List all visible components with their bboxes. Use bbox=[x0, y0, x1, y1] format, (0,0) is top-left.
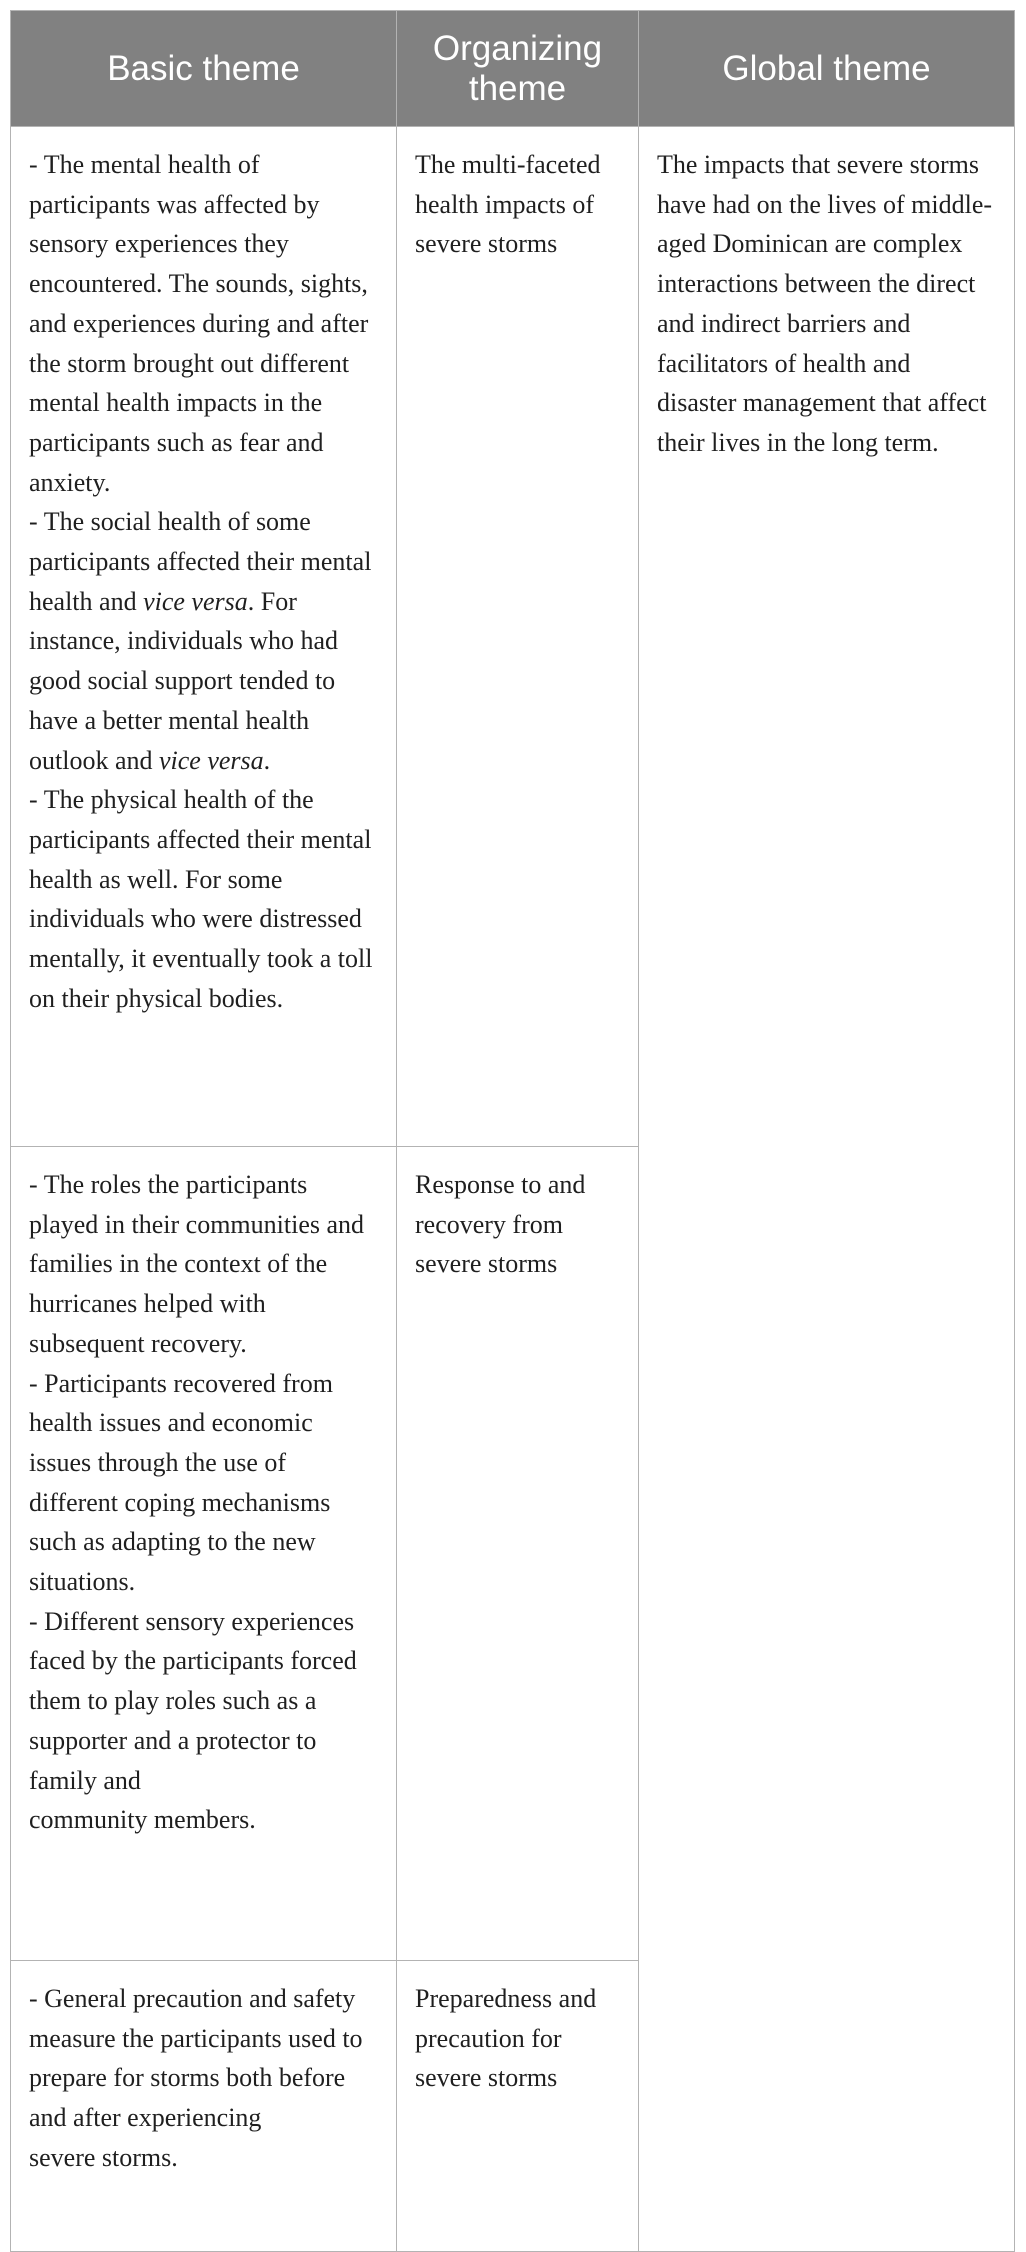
italic-text: vice versa bbox=[143, 586, 248, 616]
basic-theme-cell bbox=[11, 1961, 397, 2252]
basic-theme-cell bbox=[11, 127, 397, 1147]
basic-theme-text: - General precaution and safety measure the participants used to prepare for storms both before and after experiencing bbox=[29, 1984, 363, 2133]
header-basic-theme: Basic theme bbox=[11, 11, 397, 127]
basic-theme-text: - The physical health of the participants affected their mental health as well. For some individuals who were distressed mentally, it eventually took a toll on their physical bodies. bbox=[29, 785, 373, 1013]
organizing-theme-text: Preparedness and precaution for bbox=[415, 1984, 597, 2053]
text-run: . For instance, individuals who had good social support tended to have a better mental health outlook and bbox=[29, 586, 339, 775]
basic-theme-text: community members. bbox=[29, 1805, 256, 1835]
text-run: - The social health of some participants affected their mental health and bbox=[29, 507, 372, 616]
basic-theme-text bbox=[29, 502, 378, 780]
text-run: . bbox=[263, 745, 271, 775]
italic-text: vice versa bbox=[159, 745, 264, 775]
header-global-theme: Global theme bbox=[639, 11, 1015, 127]
basic-theme-text: - The roles the participants played in their communities and families in the context of the hurricanes helped with subsequent recovery. bbox=[29, 1170, 365, 1358]
organizing-theme-text: severe storms bbox=[415, 2063, 558, 2093]
table-row bbox=[11, 127, 1015, 1147]
basic-theme-text: - Different sensory experiences faced by the participants forced them to play roles such as a supporter and a protector to family and bbox=[29, 1606, 357, 1795]
organizing-theme-cell: Response to and recovery from severe storms bbox=[397, 1147, 639, 1961]
basic-theme-text: - Participants recovered from health issues and economic issues through the use of different coping mechanisms such as adapting to the new situations. bbox=[29, 1368, 333, 1597]
header-organizing-theme: Organizing theme bbox=[397, 11, 639, 127]
header-row bbox=[11, 11, 1015, 127]
organizing-theme-cell: The multi-faceted health impacts of severe storms bbox=[397, 127, 639, 1147]
basic-theme-cell bbox=[11, 1147, 397, 1961]
themes-table bbox=[10, 10, 1015, 2252]
organizing-theme-cell bbox=[397, 1961, 639, 2252]
basic-theme-text: severe storms. bbox=[29, 2142, 178, 2172]
global-theme-cell: The impacts that severe storms have had on the lives of middle-aged Dominican are complex interactions between the direct and indirect barriers and facilitators of health and disaster management that affect their lives in the long term. bbox=[639, 127, 1015, 2252]
basic-theme-text: - The mental health of participants was affected by sensory experiences they encountered. The sounds, sights, and experiences during and after the storm brought out different mental health impacts in the participants such as fear and anxiety. bbox=[29, 150, 369, 497]
